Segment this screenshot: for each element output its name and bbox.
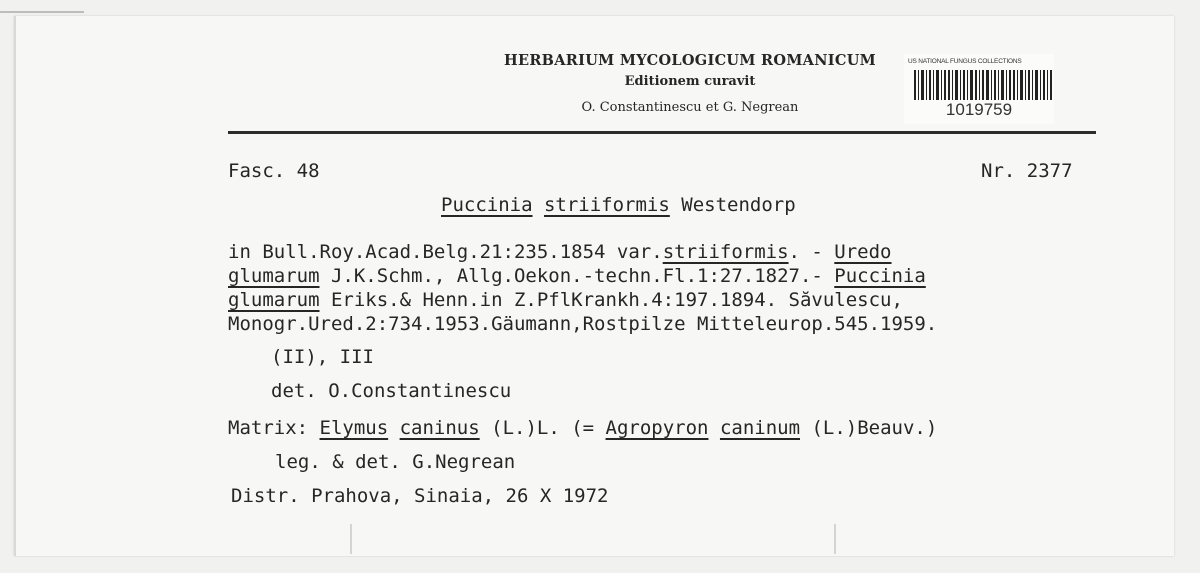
citation-line-4: Monogr.Ured.2:734.1953.Gäumann,Rostpilze Mitteleurop.545.1959. <box>228 313 938 335</box>
host-genus: Elymus <box>319 417 389 439</box>
barcode-number: 1019759 <box>945 100 1013 119</box>
host-synonym-species: caninum <box>719 417 801 439</box>
barcode-sticker <box>904 54 1054 124</box>
collector: leg. & det. G.Negrean <box>275 451 516 473</box>
variety-name: striiformis <box>662 241 789 263</box>
citation-line-1 <box>228 243 892 262</box>
faint-mark <box>834 524 836 554</box>
citation-separator: . - <box>788 241 835 263</box>
spore-stages: (II), III <box>271 346 374 368</box>
taxon-species: striiformis <box>543 194 670 216</box>
herbarium-title: HERBARIUM MYCOLOGICUM ROMANICUM <box>503 52 877 69</box>
taxon-genus: Puccinia <box>441 194 533 216</box>
faint-marks <box>350 524 836 554</box>
sheet-edge <box>0 11 84 13</box>
host-species: caninus <box>399 417 480 439</box>
label-edge <box>14 16 16 556</box>
locality-date: Distr. Prahova, Sinaia, 26 X 1972 <box>231 485 609 507</box>
barcode-collection-label: US NATIONAL FUNGUS COLLECTIONS <box>908 58 1022 65</box>
editors: O. Constantinescu et G. Negrean <box>581 100 799 115</box>
synonym-genus: Puccinia <box>834 265 926 287</box>
matrix-label: Matrix: <box>228 417 320 439</box>
citation-text: in Bull.Roy.Acad.Belg.21:235.1854 var. <box>228 241 663 263</box>
synonym-epithet: glumarum <box>228 265 320 287</box>
label-header <box>470 52 910 122</box>
matrix-line <box>228 419 937 438</box>
citation-line-3 <box>228 291 903 310</box>
fascicle: Fasc. 48 <box>228 160 320 182</box>
citation-text: J.K.Schm., Allg.Oekon.-techn.Fl.1:27.1827.- <box>319 265 835 287</box>
specimen-number: Nr. 2377 <box>981 160 1073 182</box>
faint-mark <box>350 524 352 554</box>
determiner: det. O.Constantinescu <box>271 380 512 402</box>
header-divider <box>228 131 1096 134</box>
taxon-author: Westendorp <box>681 194 796 216</box>
host-author: (L.)L. (= <box>479 417 606 439</box>
taxon-name <box>441 196 796 215</box>
host-synonym-genus: Agropyron <box>605 417 709 439</box>
barcode-icon <box>914 70 1052 100</box>
host-synonym-author: (L.)Beauv.) <box>800 417 938 439</box>
citation-line-2 <box>228 267 926 286</box>
synonym-genus: Uredo <box>834 241 892 263</box>
synonym-epithet: glumarum <box>228 289 320 311</box>
editor-caption: Editionem curavit <box>624 74 756 89</box>
citation-text: Eriks.& Henn.in Z.PflKrankh.4:197.1894. Săvulescu, <box>319 289 903 311</box>
